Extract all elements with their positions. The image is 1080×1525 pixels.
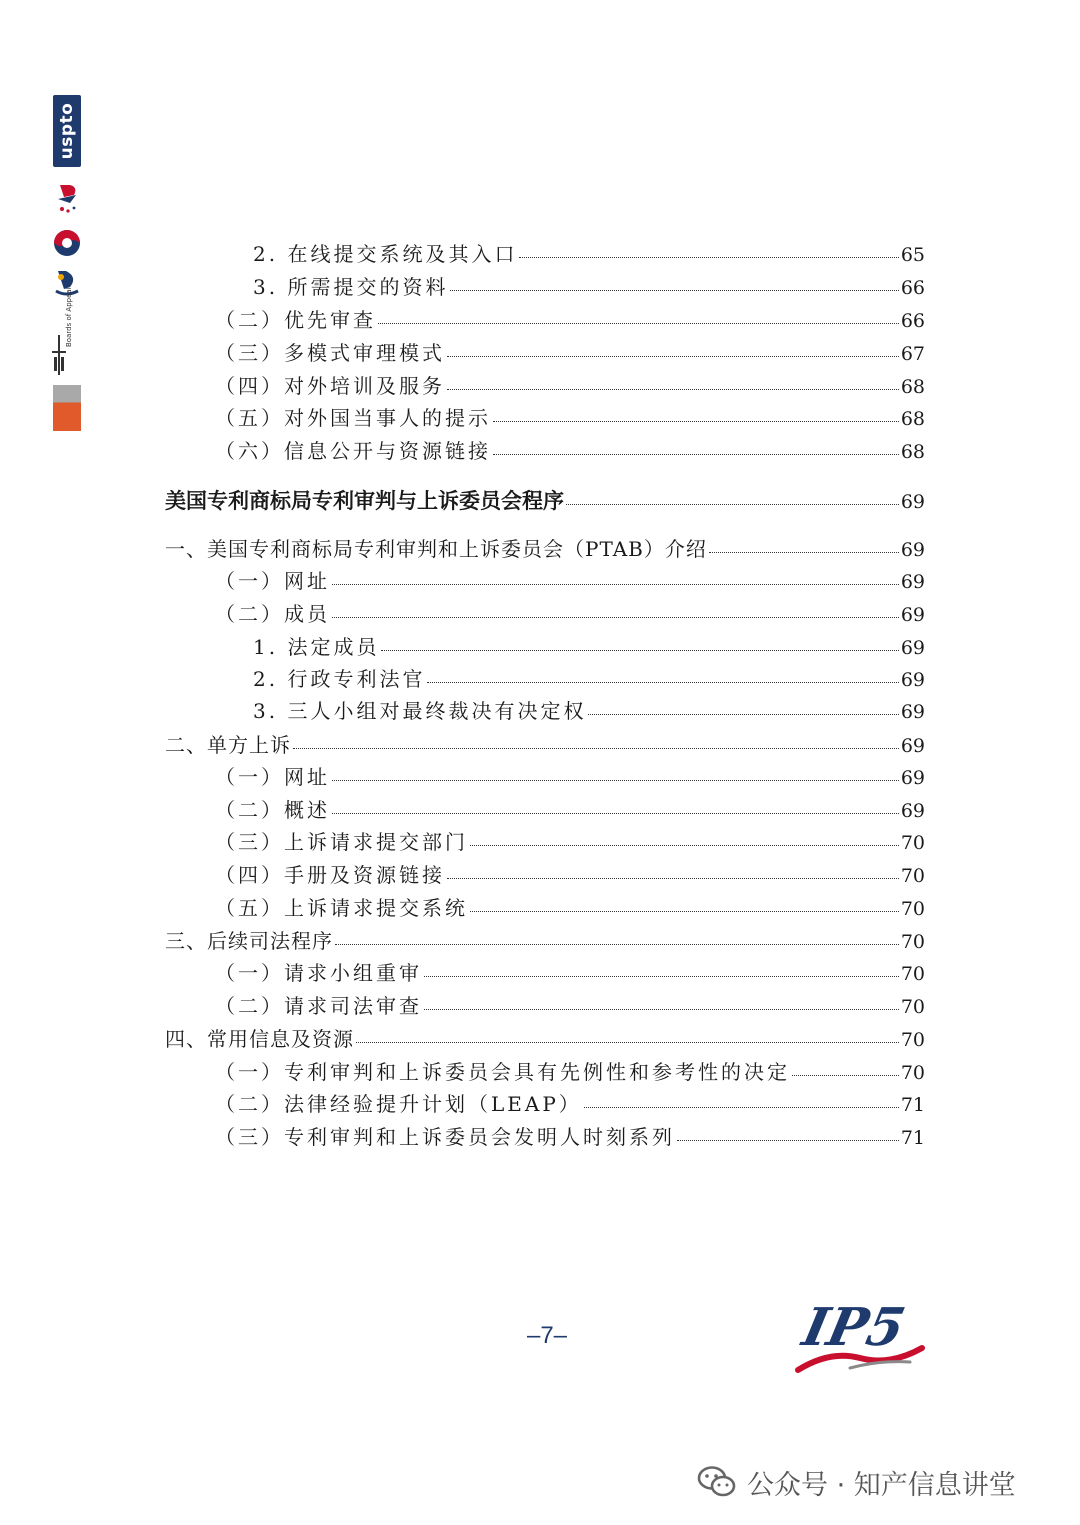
toc-entry xyxy=(215,565,925,594)
toc-entry-page: 70 xyxy=(900,996,925,1018)
toc-entry-page: 69 xyxy=(900,669,925,691)
toc-entry-label: 2. 行政专利法官 xyxy=(253,667,426,691)
toc-entry-label: （五）对外国当事人的提示 xyxy=(215,406,491,430)
toc-leader-dots xyxy=(332,584,899,585)
toc-entry-page: 70 xyxy=(900,931,925,953)
toc-entry-label: 2. 在线提交系统及其入口 xyxy=(253,242,518,266)
toc-leader-dots xyxy=(332,780,899,781)
toc-entry-label: 四、常用信息及资源 xyxy=(165,1027,354,1051)
toc-entry xyxy=(215,598,925,627)
toc-entry xyxy=(215,826,925,855)
toc-entry xyxy=(165,1023,925,1052)
toc-leader-dots xyxy=(447,878,899,879)
toc-entry-label: （一）网址 xyxy=(215,569,330,593)
toc-leader-dots xyxy=(356,1042,899,1043)
toc-entry-page: 65 xyxy=(900,244,925,266)
toc-entry-page: 69 xyxy=(900,767,925,789)
toc-entry-label: 美国专利商标局专利审判与上诉委员会程序 xyxy=(165,488,564,513)
toc-entry-page: 70 xyxy=(900,963,925,985)
toc-leader-dots xyxy=(293,748,899,749)
toc-leader-dots xyxy=(427,682,898,683)
toc-entry-label: （二）优先审查 xyxy=(215,308,376,332)
toc-entry-label: （四）手册及资源链接 xyxy=(215,863,445,887)
toc-entry xyxy=(215,1056,925,1085)
toc-entry-page: 69 xyxy=(900,571,925,593)
toc-entry xyxy=(165,533,925,562)
toc-leader-dots xyxy=(709,552,899,553)
toc-entry-page: 68 xyxy=(900,441,925,463)
toc-entry-label: 3. 三人小组对最终裁决有决定权 xyxy=(253,699,587,723)
toc-leader-dots xyxy=(332,813,899,814)
toc-entry-label: （六）信息公开与资源链接 xyxy=(215,439,491,463)
toc-leader-dots xyxy=(332,617,899,618)
toc-entry xyxy=(253,695,925,724)
toc-leader-dots xyxy=(588,714,898,715)
cnipa-square-logo xyxy=(53,385,81,431)
toc-leader-dots xyxy=(447,389,899,390)
toc-entry-page: 66 xyxy=(900,310,925,332)
toc-entry-label: （四）对外培训及服务 xyxy=(215,374,445,398)
toc-entry-page: 70 xyxy=(900,832,925,854)
toc-entry xyxy=(215,957,925,986)
toc-leader-dots xyxy=(493,454,899,455)
toc-entry-page: 69 xyxy=(900,491,925,513)
toc-entry xyxy=(215,304,925,333)
toc-entry-page: 67 xyxy=(900,343,925,365)
kipo-logo-icon xyxy=(52,228,82,258)
toc-entry-page: 68 xyxy=(900,376,925,398)
toc-entry-label: （三）专利审判和上诉委员会发明人时刻系列 xyxy=(215,1125,675,1149)
toc-entry-label: （三）上诉请求提交部门 xyxy=(215,830,468,854)
toc-leader-dots xyxy=(381,650,898,651)
uspto-logo: uspto xyxy=(53,95,81,167)
toc-leader-dots xyxy=(447,356,899,357)
wechat-icon xyxy=(697,1465,737,1499)
toc-entry-label: （一）专利审判和上诉委员会具有先例性和参考性的决定 xyxy=(215,1060,790,1084)
toc-entry-page: 68 xyxy=(900,408,925,430)
toc-entry xyxy=(215,370,925,399)
toc-entry-page: 69 xyxy=(900,637,925,659)
toc-leader-dots xyxy=(335,944,899,945)
toc-entry xyxy=(215,435,925,464)
toc-entry xyxy=(215,892,925,921)
page-number: –7– xyxy=(526,1322,568,1349)
toc-leader-dots xyxy=(470,911,899,912)
watermark-text: 公众号 · 知产信息讲堂 xyxy=(747,1469,1016,1501)
toc-entry xyxy=(215,794,925,823)
toc-entry-label: （一）网址 xyxy=(215,765,330,789)
toc-entry-page: 69 xyxy=(900,800,925,822)
toc-entry-page: 70 xyxy=(900,898,925,920)
toc-leader-dots xyxy=(792,1075,899,1076)
toc-entry xyxy=(253,238,925,267)
toc-entry-label: （二）请求司法审查 xyxy=(215,994,422,1018)
toc-entry xyxy=(215,337,925,366)
toc-entry-label: 一、美国专利商标局专利审判和上诉委员会（PTAB）介绍 xyxy=(165,537,707,561)
toc-entry-page: 70 xyxy=(900,1062,925,1084)
toc-leader-dots xyxy=(584,1107,899,1108)
toc-leader-dots xyxy=(519,257,898,258)
toc-leader-dots xyxy=(566,504,899,505)
toc-entry-label: （二）成员 xyxy=(215,602,330,626)
toc-entry-label: （二）概述 xyxy=(215,798,330,822)
ip5-logo xyxy=(790,1290,930,1375)
toc-entry-page: 66 xyxy=(900,277,925,299)
epo-boards-of-appeal-logo: Boards of Appeal xyxy=(52,317,82,379)
toc-leader-dots xyxy=(378,323,899,324)
toc-entry-page: 70 xyxy=(900,1029,925,1051)
toc-entry-page: 69 xyxy=(900,701,925,723)
toc-entry xyxy=(253,663,925,692)
toc-entry-label: 3. 所需提交的资料 xyxy=(253,275,449,299)
toc-leader-dots xyxy=(450,290,898,291)
toc-entry-page: 69 xyxy=(900,604,925,626)
toc-entry-page: 69 xyxy=(900,539,925,561)
toc-entry-label: 1. 法定成员 xyxy=(253,635,380,659)
toc-entry-label: 二、单方上诉 xyxy=(165,733,291,757)
toc-entry xyxy=(215,1088,925,1117)
toc-leader-dots xyxy=(493,421,899,422)
toc-entry xyxy=(215,402,925,431)
toc-entry xyxy=(215,990,925,1019)
toc-entry xyxy=(253,631,925,660)
toc-entry xyxy=(215,859,925,888)
toc-entry-label: （二）法律经验提升计划（LEAP） xyxy=(215,1092,582,1116)
toc-entry-page: 69 xyxy=(900,735,925,757)
toc-entry-page: 71 xyxy=(900,1094,925,1116)
toc-entry-label: 三、后续司法程序 xyxy=(165,929,333,953)
toc-entry-page: 70 xyxy=(900,865,925,887)
toc-leader-dots xyxy=(470,845,899,846)
toc-leader-dots xyxy=(424,976,899,977)
svg-text:IP5: IP5 xyxy=(797,1297,910,1358)
toc-entry xyxy=(215,1121,925,1150)
toc-entry-page: 71 xyxy=(900,1127,925,1149)
toc-entry xyxy=(165,729,925,758)
toc-leader-dots xyxy=(677,1140,899,1141)
toc-entry xyxy=(253,271,925,300)
toc-entry-label: （五）上诉请求提交系统 xyxy=(215,896,468,920)
toc-entry-label: （一）请求小组重审 xyxy=(215,961,422,985)
wechat-watermark xyxy=(697,1462,1016,1502)
toc-entry xyxy=(165,485,925,515)
cnipa-logo-icon xyxy=(52,181,82,217)
toc-entry xyxy=(215,761,925,790)
toc-entry-label: （三）多模式审理模式 xyxy=(215,341,445,365)
toc-leader-dots xyxy=(424,1009,899,1010)
toc-entry xyxy=(165,925,925,954)
